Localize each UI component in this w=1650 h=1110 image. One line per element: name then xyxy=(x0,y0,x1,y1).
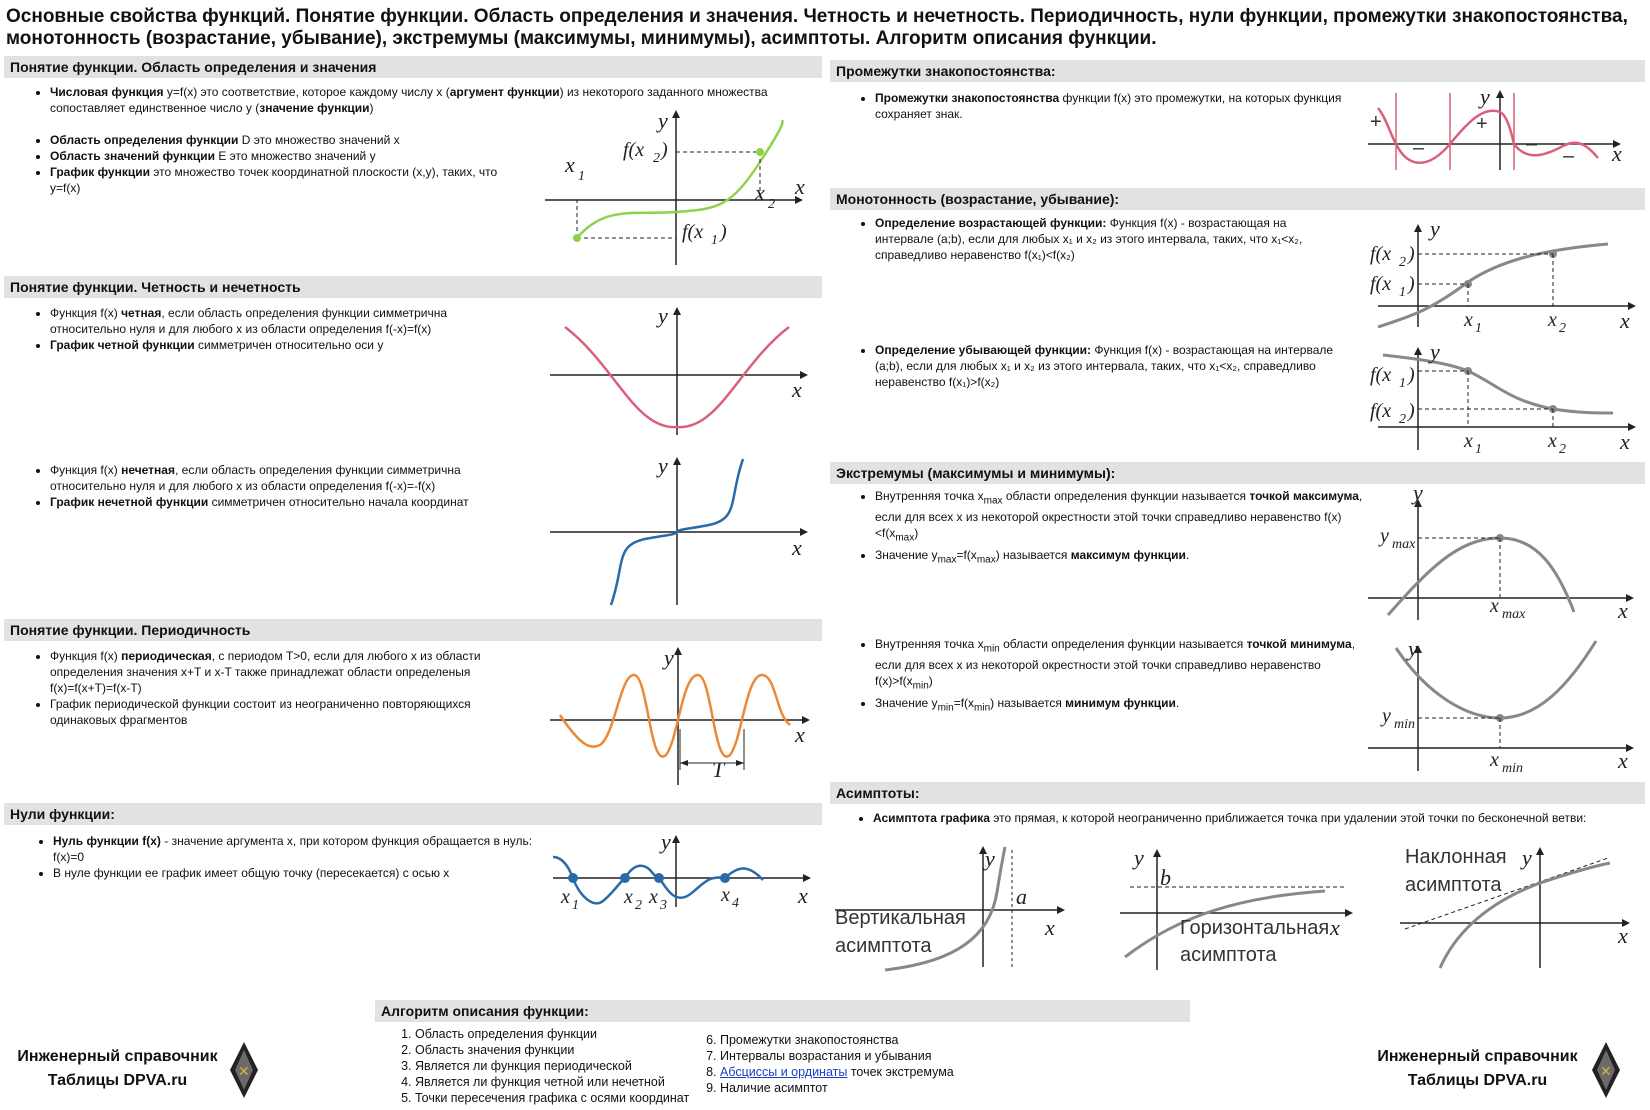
axis-label-x: x xyxy=(795,174,805,199)
svg-text:x: x xyxy=(1618,748,1628,773)
svg-text:y: y xyxy=(1134,845,1144,870)
svg-text:y: y xyxy=(658,303,668,328)
svg-text:): ) xyxy=(1408,273,1415,295)
svg-text:–: – xyxy=(1563,145,1575,167)
zero-x4: x xyxy=(721,884,730,906)
svg-text:1: 1 xyxy=(578,169,585,184)
bullet-decreasing: • Определение убывающей функции: Функция f(x) - возрастающая на интервале (a;b), если для любых x₁ и x₂ из этого интервала, таких, что x₁<x₂, справедливо неравенство f(x₁)>f(x₂) xyxy=(875,342,1345,390)
section-heading-algorithm: Алгоритм описания функции: xyxy=(375,1000,1190,1022)
svg-text:1: 1 xyxy=(711,233,718,248)
bullet-range: • Область значений функции E это множество значений y xyxy=(50,148,520,164)
page-title: Основные свойства функций. Понятие функции. Область определения и значения. Четность и нечетность. Периодичность, нули функции, промежутки знакопостоянства, монотонность (возрастание, убывание), экстремумы (максимумы, минимумы), асимптоты. Алгоритм описания функции. xyxy=(6,6,1628,49)
svg-text:2: 2 xyxy=(1559,442,1566,457)
svg-text:): ) xyxy=(1408,364,1415,386)
svg-text:y: y xyxy=(1413,480,1423,505)
bullet-asymptote: • Асимптота графика это прямая, к которой неограниченно приближается точка при удалении этой точки по бесконечной ветви: xyxy=(873,810,1648,826)
graph-function-concept xyxy=(545,110,815,270)
svg-text:x: x xyxy=(1464,309,1473,331)
min-text xyxy=(855,636,1365,716)
zero-x1: x xyxy=(561,886,570,908)
svg-text:x: x xyxy=(798,883,808,908)
brand-logo-left-icon xyxy=(228,1040,260,1100)
svg-text:x: x xyxy=(1045,915,1055,940)
algorithm-list-2 xyxy=(680,1032,1020,1096)
bullet-numeric-function: • Числовая функция y=f(x) это соответствие, которое каждому числу x (аргумент функции) из некоторого заданного множества сопоставляет единственное число y (значение функции) xyxy=(50,84,770,116)
label-vertical: Вертикальная xyxy=(835,907,966,929)
bullet-domain: • Область определения функции D это множество значений x xyxy=(50,132,520,148)
svg-text:y: y xyxy=(1380,525,1389,547)
abscissa-ordinate-link[interactable]: Абсциссы и ординаты xyxy=(720,1065,848,1079)
svg-text:f(x: f(x xyxy=(1370,273,1392,295)
section-heading-parity: Понятие функции. Четность и нечетность xyxy=(4,276,822,298)
bullet-sign-intervals: • Промежутки знакопостоянства функции f(x) это промежутки, на которых функция сохраняет знак. xyxy=(875,90,1345,122)
section-heading-asymptotes: Асимптоты: xyxy=(830,782,1645,804)
svg-text:2: 2 xyxy=(768,197,775,212)
max-text xyxy=(855,488,1365,568)
increasing-text xyxy=(855,215,1345,263)
svg-text:a: a xyxy=(1016,884,1027,909)
svg-text:2: 2 xyxy=(653,151,660,166)
svg-text:x: x xyxy=(1548,430,1557,452)
algo-item-9: 9. Наличие асимптот xyxy=(720,1080,1020,1096)
graph-even-function xyxy=(545,305,815,435)
graph-decreasing xyxy=(1368,339,1643,460)
odd-text xyxy=(30,462,520,510)
period-text xyxy=(30,648,540,728)
label-inclined: Наклонная xyxy=(1405,846,1507,868)
algo-item-7: 7. Интервалы возрастания и убывания xyxy=(720,1048,1020,1064)
svg-text:min: min xyxy=(1502,761,1523,776)
bullet-max-point: • Внутренняя точка $x_{max}$ области определения функции называется точкой максимума, если для всех x из некоторой окрестности этой точки справедливо неравенство $f(x)<f(x_{max})$ xyxy=(875,488,1365,547)
svg-text:x: x xyxy=(1612,141,1622,166)
bullet-zero-crossing: • В нуле функции ее график имеет общую точку (пересекается) с осью x xyxy=(53,865,543,881)
bullet-odd-graph: • График нечетной функции симметричен относительно начала координат xyxy=(50,494,520,510)
svg-text:y: y xyxy=(1430,216,1440,241)
decreasing-text xyxy=(855,342,1345,390)
svg-text:y: y xyxy=(1480,84,1490,109)
algo-item-6: 6. Промежутки знакопостоянства xyxy=(720,1032,1020,1048)
section-heading-periodicity: Понятие функции. Периодичность xyxy=(4,619,822,641)
svg-text:x: x xyxy=(1618,598,1628,623)
svg-text:y: y xyxy=(1408,636,1418,661)
algo-item-5: 5. Точки пересечения графика с осями координат xyxy=(415,1090,715,1106)
svg-text:+: + xyxy=(1370,111,1382,133)
svg-text:x: x xyxy=(795,722,805,747)
algorithm-list-1 xyxy=(375,1026,715,1106)
svg-text:1: 1 xyxy=(1399,376,1406,391)
section-heading-zeros: Нули функции: xyxy=(4,803,822,825)
graph-sign-intervals xyxy=(1368,84,1643,173)
svg-text:x: x xyxy=(1548,309,1557,331)
svg-text:y: y xyxy=(1522,845,1532,870)
brand-right[interactable]: Инженерный справочник Таблицы DPVA.ru xyxy=(1377,1048,1578,1089)
even-text xyxy=(30,305,520,353)
section-heading-sign-intervals: Промежутки знакопостоянства: xyxy=(830,60,1645,82)
svg-text:x: x xyxy=(792,535,802,560)
svg-text:y: y xyxy=(985,846,995,871)
brand-logo-right-icon xyxy=(1590,1040,1622,1100)
graph-vertical-asymptote xyxy=(835,842,1065,977)
graph-increasing xyxy=(1368,216,1643,337)
svg-text:2: 2 xyxy=(1399,255,1406,270)
brand-left[interactable]: Инженерный справочник Таблицы DPVA.ru xyxy=(17,1048,218,1089)
section-heading-extrema: Экстремумы (максимумы и минимумы): xyxy=(830,462,1645,484)
svg-text:x: x xyxy=(1618,923,1628,948)
svg-text:1: 1 xyxy=(1475,442,1482,457)
bullet-min-value: • Значение $y_{min}=f(x_{min})$ называется минимум функции. xyxy=(875,695,1365,716)
svg-text:x: x xyxy=(1330,915,1340,940)
svg-text:x: x xyxy=(1620,429,1630,454)
bullet-periodic: • Функция f(x) периодическая, с периодом T>0, если для любого x из области определения значения x+T и x-T также принадлежат области определеныя f(x)=f(x+T)=f(x-T) xyxy=(50,648,540,696)
label-x2: x xyxy=(755,180,765,205)
graph-minimum xyxy=(1368,636,1643,776)
label-fx1: f(x xyxy=(682,221,704,243)
svg-text:min: min xyxy=(1394,717,1415,732)
svg-text:max: max xyxy=(1392,537,1416,552)
svg-text:2: 2 xyxy=(635,898,642,913)
svg-text:2: 2 xyxy=(1399,412,1406,427)
svg-text:–: – xyxy=(1526,133,1538,155)
algo-item-2: 2. Область значения функции xyxy=(415,1042,715,1058)
bullet-periodic-graph: • График периодической функции состоит из неограниченно повторяющихся одинаковых фрагментов xyxy=(50,696,540,728)
zeros-text xyxy=(33,833,543,881)
sign-text xyxy=(855,90,1345,122)
svg-text:1: 1 xyxy=(1475,321,1482,336)
svg-text:f(x: f(x xyxy=(1370,364,1392,386)
algo-item-1: 1. Область определения функции xyxy=(415,1026,715,1042)
graph-inclined-asymptote xyxy=(1400,843,1645,973)
svg-text:f(x: f(x xyxy=(1370,243,1392,265)
label-horizontal: Горизонтальная xyxy=(1180,917,1330,939)
bullet-min-point: • Внутренняя точка $x_{min}$ области определения функции называется точкой минимума, если для всех x из некоторой окрестности этой точки справедливо неравенство $f(x)>f(x_{min})$ xyxy=(875,636,1365,695)
bullet-odd: • Функция f(x) нечетная, если область определения функции симметрична относительно нуля и для любого x из области определения f(-x)=-f(x) xyxy=(50,462,520,494)
svg-text:y: y xyxy=(661,829,671,854)
axis-label-y: y xyxy=(658,108,668,133)
svg-text:3: 3 xyxy=(660,898,667,913)
bullet-max-value: • Значение $y_{max}=f(x_{max})$ называется максимум функции. xyxy=(875,547,1365,568)
label-x1: x xyxy=(565,152,575,177)
svg-text:2: 2 xyxy=(1559,321,1566,336)
zero-x3: x xyxy=(649,886,658,908)
svg-text:y: y xyxy=(1430,339,1440,364)
graph-odd-function xyxy=(545,455,815,610)
svg-text:1: 1 xyxy=(1399,285,1406,300)
svg-text:+: + xyxy=(1476,113,1488,135)
bullet-even-graph: • График четной функции симметричен относительно оси y xyxy=(50,337,520,353)
bullet-increasing: • Определение возрастающей функции: Функция f(x) - возрастающая на интервале (a;b), если для любых x₁ и x₂ из этого интервала, таких, что x₁<x₂, справедливо неравенство f(x₁)<f(x₂) xyxy=(875,215,1345,263)
bullet-graph: • График функции это множество точек координатной плоскости (x,y), таких, что y=f(x) xyxy=(50,164,520,196)
bullet-zero: • Нуль функции f(x) - значение аргумента x, при котором функция обращается в нуль: f(x)=0 xyxy=(53,833,543,865)
graph-maximum xyxy=(1368,480,1643,625)
algo-item-3: 3. Является ли функция периодической xyxy=(415,1058,715,1074)
svg-text:x: x xyxy=(1490,749,1499,771)
svg-text:асимптота: асимптота xyxy=(1405,874,1502,896)
svg-text:x: x xyxy=(1490,595,1499,617)
svg-text:f(x: f(x xyxy=(1370,400,1392,422)
svg-text:y: y xyxy=(664,645,674,670)
svg-text:4: 4 xyxy=(732,896,739,911)
svg-text:x: x xyxy=(792,377,802,402)
svg-text:–: – xyxy=(1413,137,1425,159)
svg-text:y: y xyxy=(658,453,668,478)
svg-text:): ) xyxy=(720,221,727,243)
svg-text:b: b xyxy=(1160,865,1171,890)
graph-horizontal-asymptote xyxy=(1120,845,1360,975)
section-heading-concept: Понятие функции. Область определения и значения xyxy=(4,56,822,78)
algo-item-8: 8. Абсциссы и ординаты точек экстремума xyxy=(720,1064,1020,1080)
svg-text:✕: ✕ xyxy=(1600,1065,1612,1080)
svg-text:y: y xyxy=(1382,705,1391,727)
algo-item-4: 4. Является ли функция четной или нечетной xyxy=(415,1074,715,1090)
section-heading-monotonicity: Монотонность (возрастание, убывание): xyxy=(830,188,1645,210)
svg-text:x: x xyxy=(1464,430,1473,452)
svg-text:max: max xyxy=(1502,607,1526,622)
svg-text:): ) xyxy=(1408,400,1415,422)
svg-text:1: 1 xyxy=(572,898,579,913)
svg-text:): ) xyxy=(1408,243,1415,265)
svg-text:✕: ✕ xyxy=(238,1065,250,1080)
graph-periodic-function xyxy=(550,645,820,790)
svg-text:асимптота: асимптота xyxy=(835,935,932,957)
bullet-even: • Функция f(x) четная, если область определения функции симметрична относительно нуля и для любого x из области определения f(-x)=f(x) xyxy=(50,305,520,337)
asymptote-text xyxy=(853,810,1648,826)
svg-text:): ) xyxy=(661,139,668,161)
label-fx2: f(x xyxy=(623,139,645,161)
zero-x2: x xyxy=(624,886,633,908)
svg-text:асимптота: асимптота xyxy=(1180,944,1277,966)
svg-text:x: x xyxy=(1620,308,1630,333)
period-label-T: T xyxy=(712,757,725,782)
graph-zeros xyxy=(553,829,823,913)
